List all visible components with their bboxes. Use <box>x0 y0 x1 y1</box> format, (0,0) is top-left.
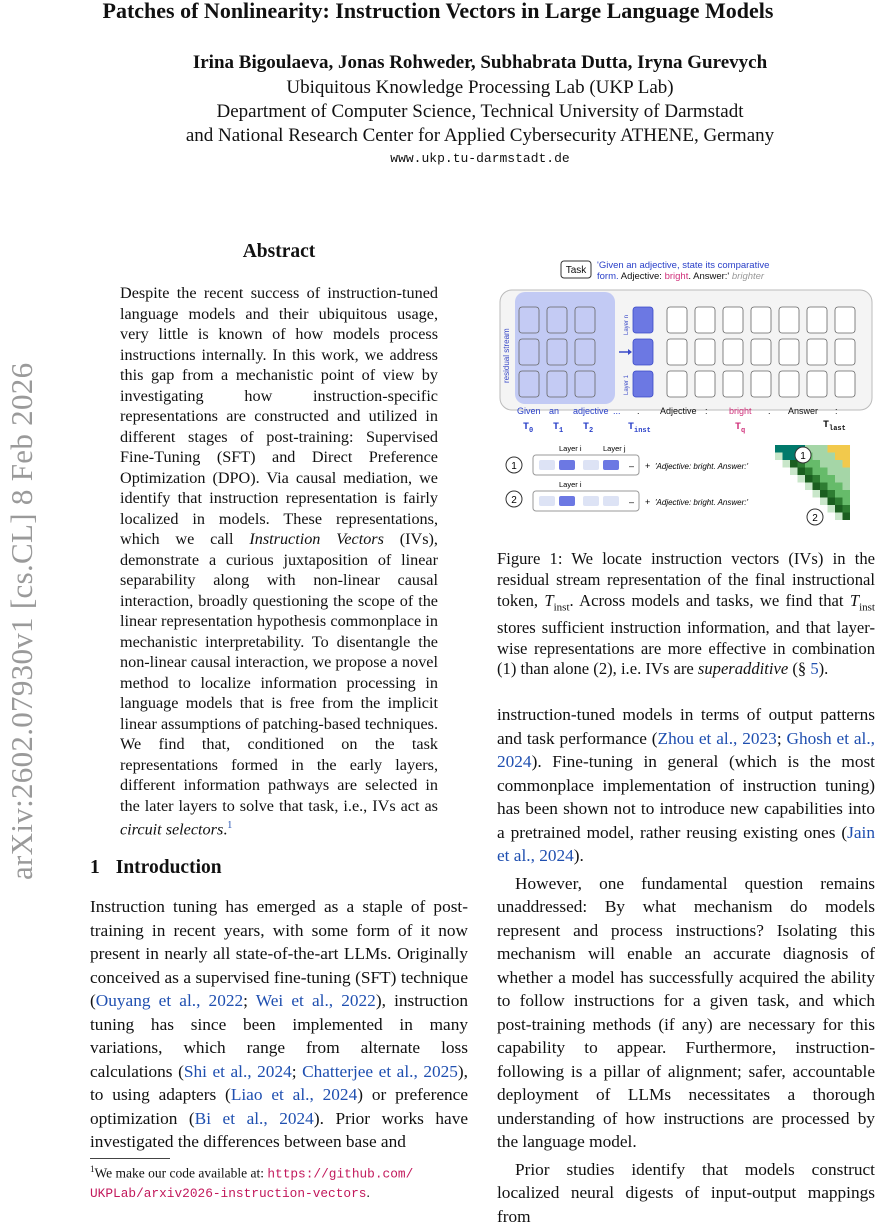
heatmap-cell <box>828 505 836 513</box>
step-1-number: 1 <box>511 461 517 472</box>
heatmap-cell <box>798 513 806 521</box>
heatmap-cell <box>798 483 806 491</box>
heatmap-cell <box>843 453 851 461</box>
token: : <box>835 406 838 416</box>
vec-cell-active <box>559 460 575 470</box>
token: adjective <box>573 406 609 416</box>
heatmap-cell <box>790 505 798 513</box>
heatmap-cell <box>805 498 813 506</box>
heatmap-cell <box>843 460 851 468</box>
instruction-vector-cell <box>633 371 653 397</box>
residual-cell <box>723 339 743 365</box>
plus-sign: + <box>645 461 650 471</box>
residual-cell <box>835 371 855 397</box>
heatmap-cell <box>805 490 813 498</box>
residual-cell <box>723 371 743 397</box>
intro-text: ; <box>292 1062 302 1081</box>
intro-right-column <box>497 703 875 1228</box>
arxiv-stamp <box>0 0 50 1200</box>
token: bright <box>729 406 752 416</box>
caption-text: . Across models and tasks, we find that <box>570 591 850 610</box>
token: : <box>705 406 708 416</box>
layer-1-label: Layer 1 <box>624 374 630 395</box>
sym: T <box>553 422 559 433</box>
heatmap-cell <box>835 468 843 476</box>
citation-link[interactable]: Zhou et al., 2023 <box>658 729 777 748</box>
intro-text: Instruction tuning has emerged as a staple of post-training in recent years, with some form of it now present in nearly all state-of-the-art LLMs. Originally conceived as a supervised fine-tuning (SFT) technique ( <box>90 897 468 1010</box>
abstract-text-2: (IVs), demonstrate a curious juxtaposition of linear separability along with non-linear causal interaction, broadly questioning the scope of the linear representation hypothesis commonplace in mechanistic interpretability. To disentangle the non-linear causal interaction, we propose a novel method to localize information processing in language models that is free from the implicit linear assumptions of patching-based techniques. We find that, conditioned on the task representations formed in the early layers, different information pathways are selected in the later layers to solve that task, i.e., IVs act as <box>120 530 438 815</box>
abstract-text-1: Despite the recent success of instruction-tuned language models and their ubiquitous usage, very little is known of how models process instructions internally. In this work, we address this gap from a mechanistic point of view by investigating how instruction-specific representations are constructed and utilized in different stages of post-training: Supervised Fine-Tuning (SFT) and Direct Preference Optimization (DPO). Via causal mediation, we identify that instruction representation is fairly localized in models. These representations, which we call <box>120 284 438 548</box>
vec-cell-active <box>559 496 575 506</box>
prompt-answer: . Answer:' <box>688 271 729 282</box>
abstract-term-ivs: Instruction Vectors <box>249 530 384 548</box>
heatmap-cell <box>820 483 828 491</box>
heatmap-cell <box>843 468 851 476</box>
citation-link[interactable]: Liao et al., 2024 <box>231 1085 357 1104</box>
heatmap-cell <box>813 453 821 461</box>
intro-left-column <box>90 895 468 1154</box>
heatmap-cell <box>783 453 791 461</box>
token: Answer <box>788 406 818 416</box>
heatmap-cell <box>843 498 851 506</box>
heatmap-cell <box>820 460 828 468</box>
heatmap-cell <box>790 513 798 521</box>
heatmap-cell <box>835 513 843 521</box>
residual-cell <box>723 307 743 333</box>
residual-cell <box>547 307 567 333</box>
citation-link[interactable]: Chatterjee et al., 2025 <box>302 1062 458 1081</box>
footnote <box>90 1160 468 1203</box>
heatmap-cell <box>843 475 851 483</box>
heatmap-badge-1-number: 1 <box>800 451 806 462</box>
vec-cell <box>583 496 599 506</box>
prompt-bright: bright <box>665 271 689 282</box>
residual-cell <box>779 307 799 333</box>
figure-caption <box>497 549 875 680</box>
heatmap-cell <box>820 445 828 453</box>
sub: last <box>829 425 846 433</box>
heatmap-cell <box>820 468 828 476</box>
heatmap-cell <box>828 475 836 483</box>
residual-cell <box>695 307 715 333</box>
citation-link[interactable]: Jain et al., 2024 <box>497 823 875 866</box>
vec-cell <box>539 460 555 470</box>
sub: 2 <box>589 427 593 435</box>
code-link-continued[interactable]: UKPLab/arxiv2026-instruction-vectors <box>90 1186 366 1201</box>
heatmap-cell <box>790 490 798 498</box>
heatmap-cell <box>828 445 836 453</box>
heatmap-cell <box>790 498 798 506</box>
residual-cell <box>575 339 595 365</box>
residual-cell <box>667 371 687 397</box>
heatmap-cell <box>843 483 851 491</box>
prompt-form: form. <box>597 271 619 282</box>
heatmap-cell <box>828 513 836 521</box>
token: . <box>637 406 640 416</box>
heatmap-cell <box>828 460 836 468</box>
token: Given <box>517 406 541 416</box>
residual-cell <box>519 307 539 333</box>
token: an <box>549 406 559 416</box>
residual-stream-label: residual stream <box>502 328 511 383</box>
layer-n-label: Layer n <box>624 315 630 335</box>
heatmap-cell <box>835 453 843 461</box>
heatmap-cell <box>820 475 828 483</box>
citation-link[interactable]: Wei et al., 2022 <box>256 991 376 1010</box>
row-2-prompt: 'Adjective: bright. Answer:' <box>655 498 748 507</box>
abstract-term-circuit-selectors: circuit selectors <box>120 820 223 838</box>
task-label: Task <box>566 265 588 276</box>
residual-cell <box>751 339 771 365</box>
sym: T <box>735 422 741 433</box>
sym: T <box>628 422 634 433</box>
intro-text: ) or preference optimization ( <box>90 1085 468 1128</box>
residual-cell <box>835 339 855 365</box>
section-number: 1 <box>90 857 100 878</box>
heatmap-cell <box>775 483 783 491</box>
residual-cell <box>807 371 827 397</box>
heatmap-cell <box>820 490 828 498</box>
heatmap-cell <box>805 468 813 476</box>
residual-cell <box>547 339 567 365</box>
figure-1 <box>497 255 875 545</box>
heatmap-cell <box>835 498 843 506</box>
heatmap-cell <box>835 445 843 453</box>
heatmap-cell <box>775 453 783 461</box>
heatmap-cell <box>828 498 836 506</box>
heatmap-cell <box>835 490 843 498</box>
layer-j-label: Layer j <box>603 444 626 453</box>
sub: q <box>741 427 745 435</box>
paper-title: Patches of Nonlinearity: Instruction Vectors in Large Language Models <box>0 0 876 24</box>
residual-cell <box>751 371 771 397</box>
heatmap-cell <box>813 445 821 453</box>
heatmap-cell <box>775 460 783 468</box>
heatmap-cell <box>790 475 798 483</box>
heatmap-cell <box>828 453 836 461</box>
sub: inst <box>634 427 651 435</box>
prompt-adjective: Adjective: <box>619 271 665 282</box>
token-symbols <box>523 420 846 435</box>
token: . <box>768 406 771 416</box>
instruction-vector-cell <box>633 339 653 365</box>
citation-link[interactable]: Ghosh et al., 2024 <box>497 729 875 772</box>
heatmap-cell <box>783 445 791 453</box>
footnote-end: . <box>366 1185 369 1200</box>
section-ref-link[interactable]: 5 <box>810 659 818 678</box>
abstract-heading: Abstract <box>90 241 468 263</box>
vec-cell <box>603 496 619 506</box>
symbol-tq <box>735 422 745 435</box>
heatmap-cell <box>775 475 783 483</box>
residual-cell <box>807 339 827 365</box>
heatmap-cell <box>835 460 843 468</box>
residual-cell <box>667 339 687 365</box>
sub: 0 <box>529 427 533 435</box>
right-text: ). Fine-tuning in general (which is the most commonplace implementation of instruction tuning) has been shown not to introduce new capabilities into a pretrained model, rather reusing existing ones ( <box>497 752 875 842</box>
symbol-tlast <box>823 420 846 433</box>
residual-cell <box>547 371 567 397</box>
footnote-marker[interactable]: 1 <box>227 820 232 831</box>
sym: T <box>823 420 829 431</box>
right-text: instruction-tuned models in terms of output patterns and task performance ( <box>497 705 875 748</box>
caption-var: T <box>850 591 859 610</box>
step-2-number: 2 <box>511 495 517 506</box>
heatmap-cell <box>798 490 806 498</box>
heatmap-cell <box>813 483 821 491</box>
minus-sign: – <box>629 497 634 507</box>
heatmap-cell <box>790 468 798 476</box>
residual-cell <box>695 339 715 365</box>
heatmap-cell <box>820 498 828 506</box>
heatmap-cell <box>783 513 791 521</box>
symbol-tinst <box>628 422 651 435</box>
intro-text: ). Prior works have investigated the differences between base and <box>90 1109 468 1152</box>
right-paragraph-2: However, one fundamental question remains unaddressed: By what mechanism do models represent and process instructions? Isolating this mechanism will enable an accurate diagnosis of whether a model has successfully acquired the ability to follow instructions for a given task, and which post-training methods (if any) are necessary for this capability to appear. Furthermore, instruction-following is a pillar of alignment; safer, accountable deployment of LLMs necessitates a thorough understanding of how instructions are processed by the language model. <box>497 872 875 1154</box>
citation-link[interactable]: Shi et al., 2024 <box>184 1062 292 1081</box>
symbol-t2 <box>583 422 593 435</box>
row-1-prompt: 'Adjective: bright. Answer:' <box>655 462 748 471</box>
heatmap-cell <box>813 490 821 498</box>
heatmap-cell <box>783 483 791 491</box>
heatmap-cell <box>805 483 813 491</box>
heatmap-cell <box>843 445 851 453</box>
heatmap-badge-2-number: 2 <box>812 513 818 524</box>
residual-cell <box>519 371 539 397</box>
heatmap-cell <box>775 445 783 453</box>
heatmap-cell <box>828 490 836 498</box>
citation-link[interactable]: Bi et al., 2024 <box>195 1109 314 1128</box>
heatmap-cell <box>775 468 783 476</box>
residual-cell <box>695 371 715 397</box>
heatmap-cell <box>775 490 783 498</box>
sym: T <box>523 422 529 433</box>
caption-text: stores sufficient instruction information, and that layer-wise representations are more effective in combination (1) than alone (2), i.e. IVs are <box>497 618 875 679</box>
heatmap-cell <box>790 460 798 468</box>
heatmap-cell <box>843 513 851 521</box>
heatmap-cell <box>783 490 791 498</box>
prompt-line-1: 'Given an adjective, state its comparative <box>597 260 769 271</box>
heatmap-cell <box>828 468 836 476</box>
layer-i-label: Layer i <box>559 444 582 453</box>
heatmap-cell <box>835 505 843 513</box>
section-heading <box>90 857 222 879</box>
heatmap-cell <box>775 513 783 521</box>
heatmap-cell <box>828 483 836 491</box>
affiliation-line-3: and National Research Center for Applied Cybersecurity ATHENE, Germany <box>0 125 876 147</box>
right-text: ; <box>777 729 787 748</box>
sub: 1 <box>559 427 563 435</box>
minus-sign: – <box>629 461 634 471</box>
caption-sub: inst <box>859 601 875 613</box>
symbol-t0 <box>523 422 533 435</box>
caption-sub: inst <box>554 601 570 613</box>
symbol-t1 <box>553 422 563 435</box>
intro-text: ), to using adapters ( <box>90 1062 468 1105</box>
heatmap-cell <box>813 468 821 476</box>
token: ... <box>613 406 621 416</box>
heatmap-cell <box>843 505 851 513</box>
heatmap-cell <box>775 505 783 513</box>
residual-cell <box>751 307 771 333</box>
heatmap-cell <box>813 498 821 506</box>
heatmap-cell <box>798 475 806 483</box>
layer-i-label-2: Layer i <box>559 480 582 489</box>
heatmap-cell <box>835 475 843 483</box>
caption-emphasis: superadditive <box>698 659 788 678</box>
token: Adjective <box>660 406 697 416</box>
footnote-text: We make our code available at: <box>95 1166 268 1181</box>
affiliation-line-1: Ubiquitous Knowledge Processing Lab (UKP Lab) <box>0 77 876 99</box>
right-text: ). <box>574 846 584 865</box>
heatmap-cell <box>783 475 791 483</box>
heatmap-cell <box>843 490 851 498</box>
heatmap-cell <box>805 475 813 483</box>
intro-text: ), instruction tuning has since been implemented in many variations, which range from alternate loss calculations ( <box>90 991 468 1081</box>
heatmap-cell <box>798 505 806 513</box>
caption-text: ). <box>819 659 829 678</box>
residual-cell <box>779 371 799 397</box>
lab-url[interactable]: www.ukp.tu-darmstadt.de <box>0 151 876 166</box>
heatmap-cell <box>775 498 783 506</box>
instruction-vector-cell <box>633 307 653 333</box>
arxiv-identifier: arXiv:2602.07930v1 [cs.CL] 8 Feb 2026 <box>4 363 40 880</box>
heatmap-cell <box>813 475 821 483</box>
author-list: Irina Bigoulaeva, Jonas Rohweder, Subhabrata Dutta, Iryna Gurevych <box>0 52 876 74</box>
vec-cell <box>583 460 599 470</box>
residual-cell <box>519 339 539 365</box>
residual-cell <box>807 307 827 333</box>
heatmap-cell <box>813 460 821 468</box>
heatmap-cell <box>798 468 806 476</box>
heatmap-cell <box>790 483 798 491</box>
residual-cell <box>575 307 595 333</box>
affiliation-line-2: Department of Computer Science, Technical University of Darmstadt <box>0 101 876 123</box>
residual-cell <box>779 339 799 365</box>
footnote-rule <box>90 1158 170 1159</box>
caption-var: T <box>544 591 553 610</box>
plus-sign: + <box>645 497 650 507</box>
abstract-body <box>120 283 438 840</box>
vec-cell <box>539 496 555 506</box>
heatmap-cell <box>783 460 791 468</box>
vec-cell-active <box>603 460 619 470</box>
caption-text: (§ <box>788 659 810 678</box>
footnote-number: 1 <box>90 1164 95 1174</box>
heatmap-cell <box>798 498 806 506</box>
heatmap-cell <box>783 468 791 476</box>
code-link[interactable]: https://github.com/ <box>267 1167 413 1182</box>
residual-cell <box>575 371 595 397</box>
heatmap-cell <box>820 453 828 461</box>
heatmap-thumbnail <box>775 445 850 520</box>
section-title: Introduction <box>116 857 222 878</box>
sym: T <box>583 422 589 433</box>
heatmap-cell <box>835 483 843 491</box>
heatmap-cell <box>783 505 791 513</box>
right-paragraph-3: Prior studies identify that models construct localized neural digests of input-output mappings from <box>497 1158 875 1228</box>
prompt-brighter: brighter <box>729 271 765 282</box>
prompt-line-2 <box>597 271 765 282</box>
heatmap-cell <box>783 498 791 506</box>
intro-text: ; <box>243 991 256 1010</box>
abstract-text-3: . <box>223 820 227 838</box>
residual-cell <box>667 307 687 333</box>
residual-cell <box>835 307 855 333</box>
citation-link[interactable]: Ouyang et al., 2022 <box>96 991 243 1010</box>
caption-text: Figure 1: We locate instruction vectors (IVs) in the residual stream representation of the final instructional token, <box>497 549 875 610</box>
